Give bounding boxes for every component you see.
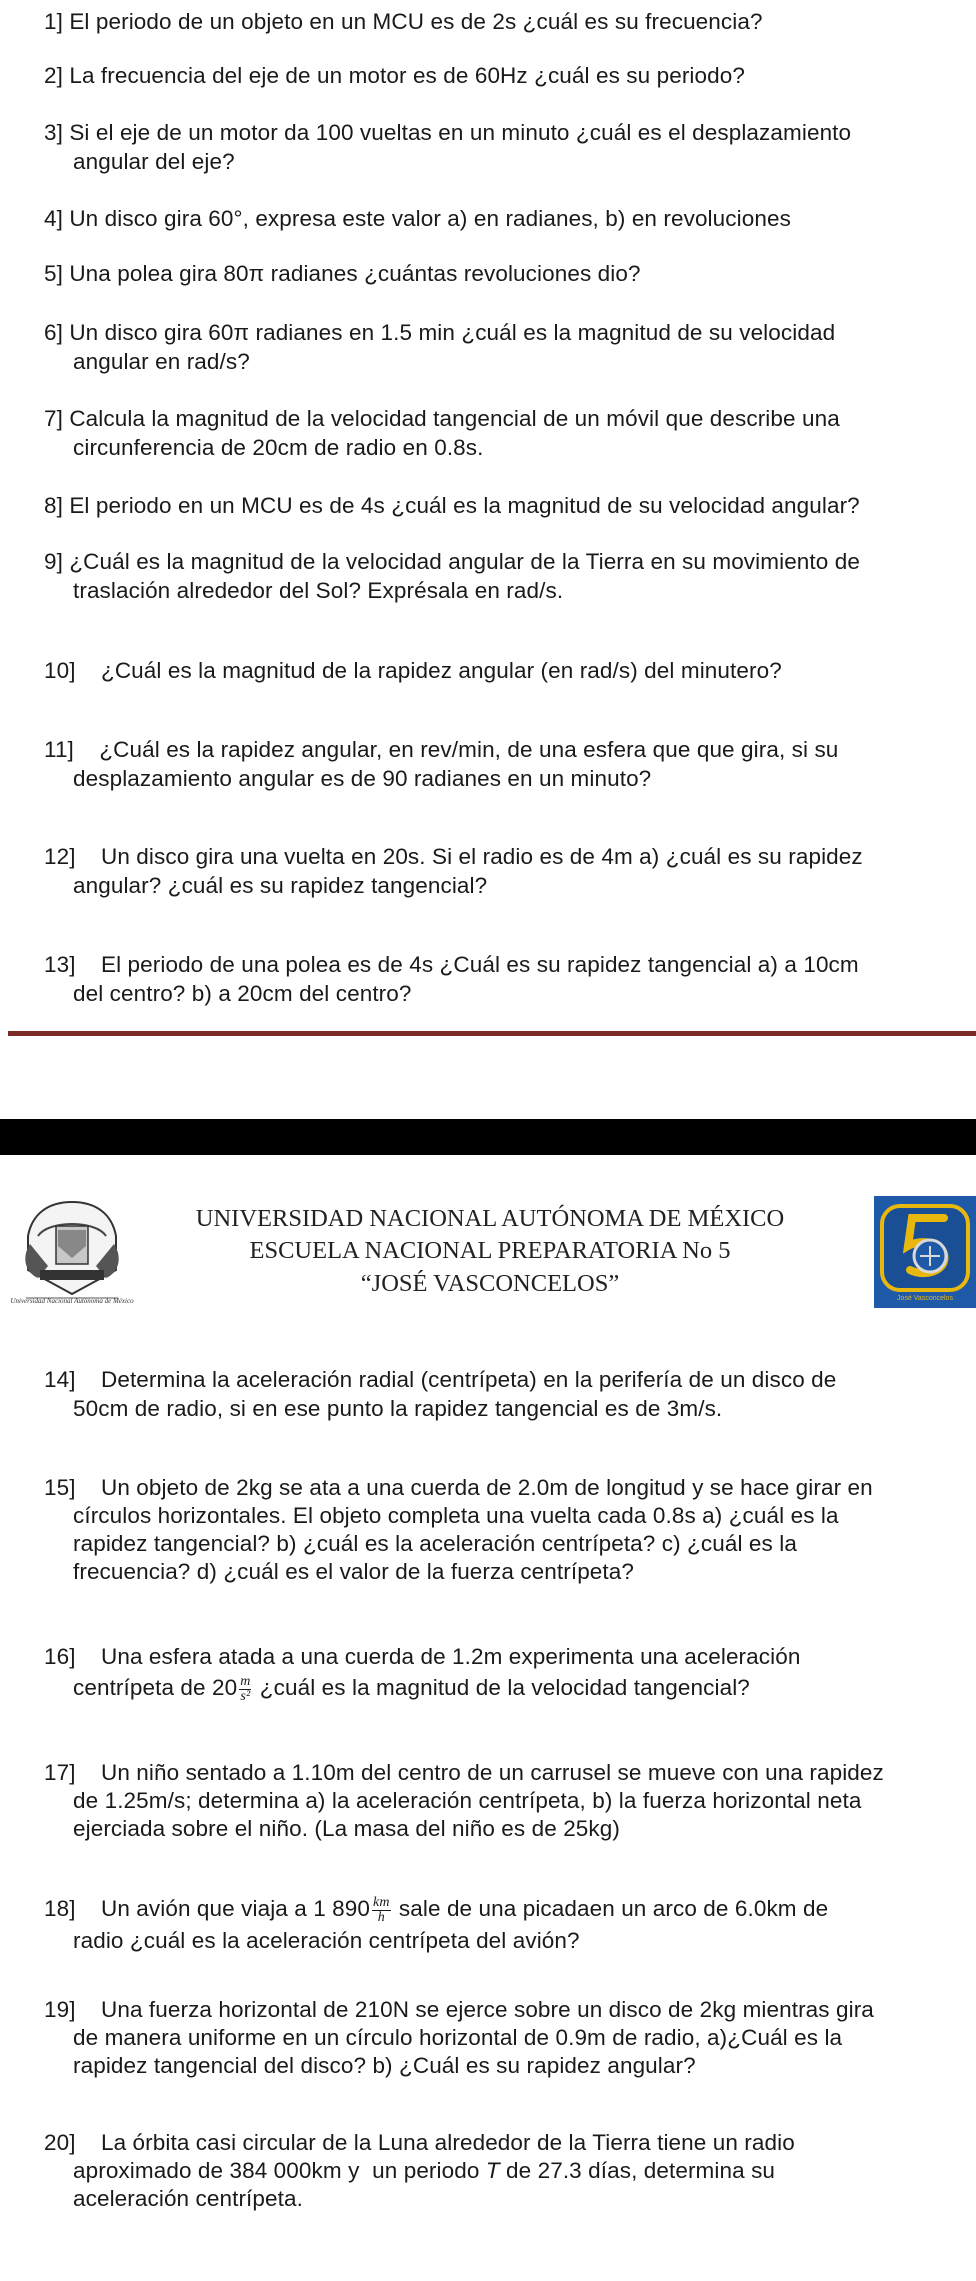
question-text: Si el eje de un motor da 100 vueltas en un minuto ¿cuál es el desplazamiento [69,120,852,145]
question-number: 19] [44,1997,76,2022]
question-18 [44,1893,964,1957]
question-14 [44,1365,964,1423]
logo-caption: Universidad Nacional Autónoma de México [10,1297,134,1305]
units-fraction: $\frac{km}{h}$ [373,1894,390,1925]
question-number: 5] [44,261,63,286]
question-text: La frecuencia del eje de un motor es de 60Hz ¿cuál es su periodo? [69,63,745,88]
university-name: UNIVERSIDAD NACIONAL AUTÓNOMA DE MÉXICO [195,1205,785,1232]
school-name: ESCUELA NACIONAL PREPARATORIA No 5 [249,1237,731,1264]
question-text: El periodo en un MCU es de 4s ¿cuál es la magnitud de su velocidad angular? [69,493,860,518]
question-text-cont: rapidez tangencial? b) ¿cuál es la aceleración centrípeta? c) ¿cuál es la [73,1531,797,1556]
question-number: 1] [44,9,63,34]
question-text: El periodo de una polea es de 4s ¿Cuál es su rapidez tangencial a) a 10cm [75,952,859,977]
question-text-cont: traslación alrededor del Sol? Exprésala en rad/s. [73,578,564,603]
question-text-cont: desplazamiento angular es de 90 radianes en un minuto? [73,766,652,791]
question-text: La órbita casi circular de la Luna alrededor de la Tierra tiene un radio [75,2130,795,2155]
question-text: Determina la aceleración radial (centrípeta) en la perifería de un disco de [75,1367,837,1392]
question-text-cont: del centro? b) a 20cm del centro? [73,981,412,1006]
question-1 [44,7,964,36]
question-number: 10] [44,658,76,683]
school-header [0,1196,976,1326]
logo-caption: José Vasconcelos [897,1295,953,1302]
question-text-cont: 50cm de radio, si en ese punto la rapidez tangencial es de 3m/s. [73,1396,723,1421]
question-8 [44,491,964,520]
question-2 [44,61,964,90]
question-text-cont: sale de una picadaen un arco de 6.0km de [392,1896,829,1921]
units-fraction: $\frac{m}{\text{s²}}$ [240,1673,251,1704]
unam-crest-logo [10,1196,134,1314]
question-text-cont: círculos horizontales. El objeto completa una vuelta cada 0.8s a) ¿cuál es la [73,1503,839,1528]
question-number: 15] [44,1475,76,1500]
question-text: Calcula la magnitud de la velocidad tangencial de un móvil que describe una [69,406,840,431]
question-text: ¿Cuál es la magnitud de la velocidad angular de la Tierra en su movimiento de [69,549,860,574]
question-9 [44,547,964,605]
prepa-5-logo [874,1196,976,1308]
question-text-cont: ejerciada sobre el niño. (La masa del niño es de 25kg) [73,1816,620,1841]
question-10 [44,656,964,685]
question-text-cont: ¿cuál es la magnitud de la velocidad tangencial? [253,1675,750,1700]
question-number: 12] [44,844,76,869]
question-text-cont: radio ¿cuál es la aceleración centrípeta del avión? [73,1928,580,1953]
question-3 [44,118,964,176]
question-number: 3] [44,120,63,145]
question-text: ¿Cuál es la magnitud de la rapidez angular (en rad/s) del minutero? [75,658,782,683]
question-text: Una fuerza horizontal de 210N se ejerce sobre un disco de 2kg mientras gira [75,1997,874,2022]
question-text-cont: circunferencia de 20cm de radio en 0.8s. [73,435,484,460]
question-number: 7] [44,406,63,431]
question-text-cont: aceleración centrípeta. [73,2186,303,2211]
question-text: Un niño sentado a 1.10m del centro de un carrusel se mueve con una rapidez [75,1760,884,1785]
question-text-cont: frecuencia? d) ¿cuál es el valor de la fuerza centrípeta? [73,1559,635,1584]
period-symbol: T [485,2158,500,2183]
question-17 [44,1759,964,1843]
question-19 [44,1996,964,2080]
question-number: 11] [44,737,74,762]
question-text: Un objeto de 2kg se ata a una cuerda de 2.0m de longitud y se hace girar en [75,1475,873,1500]
question-16 [44,1641,964,1704]
question-number: 8] [44,493,63,518]
question-text-cont: de 1.25m/s; determina a) la aceleración centrípeta, b) la fuerza horizontal neta [73,1788,862,1813]
question-4 [44,204,964,233]
question-number: 9] [44,549,63,574]
question-number: 4] [44,206,63,231]
question-text: El periodo de un objeto en un MCU es de 2s ¿cuál es su frecuencia? [69,9,763,34]
question-11 [44,735,964,793]
question-12 [44,842,964,900]
question-7 [44,404,964,462]
question-text-cont: angular? ¿cuál es su rapidez tangencial? [73,873,488,898]
question-text: Un disco gira 60π radianes en 1.5 min ¿cuál es la magnitud de su velocidad [69,320,836,345]
question-6 [44,318,964,376]
question-15 [44,1474,964,1586]
question-number: 14] [44,1367,76,1392]
page-separator-bar [0,1119,976,1155]
question-text: Una polea gira 80π radianes ¿cuántas revoluciones dio? [69,261,641,286]
question-number: 17] [44,1760,76,1785]
question-13 [44,950,964,1008]
question-text-cont: centrípeta de 20 [73,1675,238,1700]
question-text: Un disco gira 60°, expresa este valor a) en radianes, b) en revoluciones [69,206,791,231]
question-5 [44,259,964,288]
question-number: 6] [44,320,63,345]
question-text: Un avión que viaja a 1 890 [75,1896,371,1921]
question-text-cont: aproximado de 384 000km y un periodo [73,2158,486,2183]
question-text-cont: rapidez tangencial del disco? b) ¿Cuál es su rapidez angular? [73,2053,696,2078]
question-number: 18] [44,1896,76,1921]
question-number: 2] [44,63,63,88]
question-text: Un disco gira una vuelta en 20s. Si el radio es de 4m a) ¿cuál es su rapidez [75,844,863,869]
question-20 [44,2129,964,2213]
question-text-cont: angular del eje? [73,149,235,174]
question-number: 16] [44,1644,76,1669]
question-text: ¿Cuál es la rapidez angular, en rev/min, de una esfera que que gira, si su [73,737,839,762]
question-text-cont: de manera uniforme en un círculo horizontal de 0.9m de radio, a)¿Cuál es la [73,2025,843,2050]
question-number: 20] [44,2130,76,2155]
question-text: Una esfera atada a una cuerda de 1.2m experimenta una aceleración [75,1644,801,1669]
school-motto: “JOSÉ VASCONCELOS” [360,1270,620,1297]
question-text-cont: angular en rad/s? [73,349,250,374]
question-number: 13] [44,952,76,977]
section-divider [8,1031,976,1036]
question-text-cont: de 27.3 días, determina su [499,2158,776,2183]
